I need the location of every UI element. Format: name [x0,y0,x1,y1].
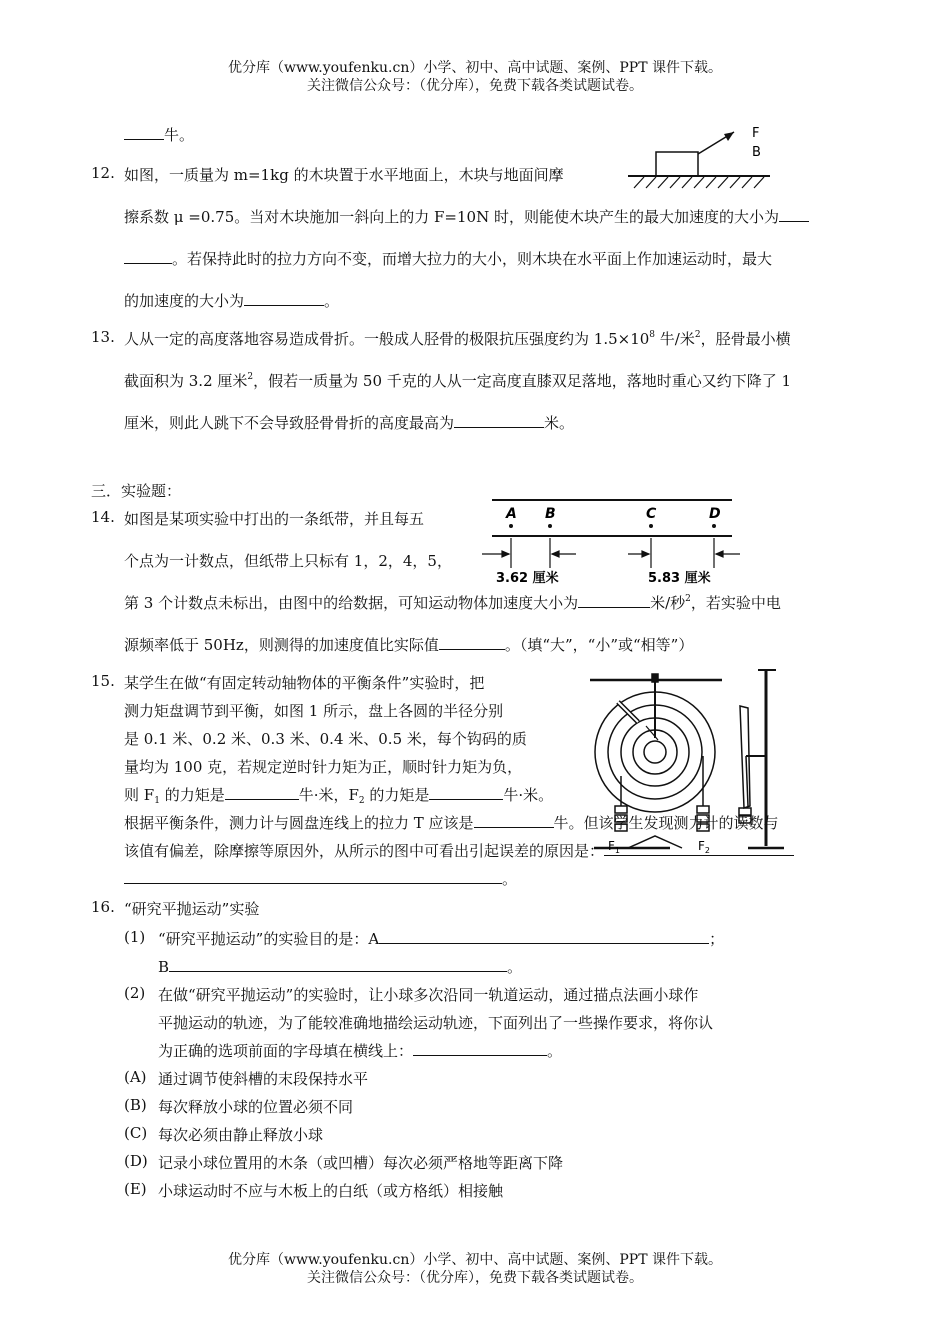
option-b-label: (B) [124,1096,147,1114]
q13-line2-end: ，假若一质量为 50 千克的人从一定高度直膝双足落地，落地时重心又约下降了 1 [253,372,792,390]
tape-label-c: C [646,506,657,522]
wood-block [656,152,698,176]
q14-figure-paper-tape [478,496,748,588]
q15-line8-end: 。 [502,870,518,888]
q12-line1: 如图，一质量为 m=1kg 的木块置于水平地面上，木块与地面间摩 [124,166,564,184]
q16-p1-b-end: 。 [507,958,523,976]
q12-line4 [124,290,339,311]
q14-line3 [124,592,781,613]
q12-line3-text: 。若保持此时的拉力方向不变，而增大拉力的大小，则木块在水平面上作加速运动时，最大 [172,250,773,268]
option-d-label: (D) [124,1152,148,1170]
ground-hatch [634,177,764,188]
q13-line1 [124,328,791,349]
option-b-text: 每次释放小球的位置必须不同 [158,1098,354,1116]
tape-distance-cd: 5.83 厘米 [648,571,711,586]
option-d-text: 记录小球位置用的木条（或凹槽）每次必须严格地等距离下降 [158,1154,564,1172]
q14-number: 14. [91,508,115,526]
option-a-label: (A) [124,1068,147,1086]
q13-line3-end: 米。 [544,414,575,432]
q15-line2: 测力矩盘调节到平衡，如图 1 所示，盘上各圆的半径分别 [124,702,504,720]
q16-p1-line1 [158,928,724,949]
q15-line5-c: 牛·米，F [298,786,359,804]
q14-blank2[interactable] [439,635,505,650]
page-footer-line1: 优分库（www.youfenku.cn）小学、初中、高中试题、案例、PPT 课件下载。 [227,1252,722,1268]
q16-p2-line1: 在做“研究平抛运动”的实验时，让小球多次沿同一轨道运动，通过描点法画小球作 [158,986,699,1004]
q16-p1-end: ； [709,930,725,948]
q15-blank1[interactable] [225,785,299,800]
q15-line8 [124,868,517,889]
tape-dot-b [548,524,552,528]
q12-line2-text: 擦系数 μ =0.75。当对木块施加一斜向上的力 F=10N 时，则能使木块产生的最大加速度的大小为 [124,208,779,226]
q14-line3-text: 第 3 个计数点未标出，由图中的给数据，可知运动物体加速度大小为 [124,594,579,612]
q16-p1-b-label: B [158,958,170,976]
option-e-text: 小球运动时不应与木板上的白纸（或方格纸）相接触 [158,1182,504,1200]
q11-tail: 牛。 [164,126,195,144]
q13-line1-end: ，胫骨最小横 [700,330,791,348]
q15-blank2[interactable] [429,785,503,800]
disc-circle-r1 [644,741,666,763]
q14-blank1[interactable] [578,593,650,608]
q15-line5-e: 牛·米。 [503,786,554,804]
q15-line7-text: 该值有偏差，除摩擦等原因外，从所示的图中可看出引起误差的原因是： [124,842,605,860]
tape-dot-a [509,524,513,528]
q16-p1-text: “研究平抛运动”的实验目的是：A [158,930,380,948]
option-e-label: (E) [124,1180,147,1198]
q15-line1: 某学生在做“有固定转动轴物体的平衡条件”实验时，把 [124,674,485,692]
q15-line7 [124,840,794,861]
q16-p2-line2: 平抛运动的轨迹，为了能较准确地描绘运动轨迹，下面列出了一些操作要求，将你认 [158,1014,714,1032]
q13-exp8: 8 [649,330,656,340]
option-a-text: 通过调节使斜槽的末段保持水平 [158,1070,369,1088]
option-c-label: (C) [124,1124,148,1142]
q15-line5-b: 的力矩是 [159,786,225,804]
q12-figure-block-on-ground [620,122,780,192]
q16-p2-line3-end: 。 [547,1042,563,1060]
q13-line3 [124,412,574,433]
q16-title: “研究平抛运动”实验 [124,900,260,918]
q14-line4-text: 源频率低于 50Hz，则测得的加速度值比实际值 [124,636,439,654]
q15-number: 15. [91,672,115,690]
section-3-title: 三．实验题： [91,482,182,500]
label-f2: $F_2$ [698,839,710,855]
q11-blank[interactable] [124,125,164,140]
q15-line4: 量均为 100 克，若规定逆时针力矩为正，顺时针力矩为负， [124,758,523,776]
q14-line4-end: 。（填“大”，“小”或“相等”） [504,636,694,654]
q15-line5-text: 则 F [124,786,155,804]
q12-blank2[interactable] [244,291,324,306]
q14-line1: 如图是某项实验中打出的一条纸带，并且每五 [124,510,425,528]
q16-p1-number: (1) [124,928,146,946]
q15-blank4-part2[interactable] [124,869,502,884]
q16-p2-number: (2) [124,984,146,1002]
page-header-line1: 优分库（www.youfenku.cn）小学、初中、高中试题、案例、PPT 课件下载。 [227,60,722,76]
tape-distance-ab: 3.62 厘米 [496,571,559,586]
q14-line4 [124,634,693,655]
q16-blank-a[interactable] [379,929,709,944]
q14-exp: 2 [685,594,691,604]
q13-line2-exp: 2 [247,372,254,382]
q15-f1-sub: 1 [154,796,160,806]
tape-dimension-ab [482,538,576,568]
option-c-text: 每次必须由静止释放小球 [158,1126,324,1144]
q15-line6-text: 根据平衡条件，测力计与圆盘连线上的拉力 T 应该是 [124,814,474,832]
q15-f2-sub: 2 [358,796,365,806]
q12-number: 12. [91,164,115,182]
q15-blank4-part1[interactable] [604,841,794,856]
q13-line2 [124,370,791,391]
q15-line5 [124,784,553,805]
q15-blank3[interactable] [474,813,554,828]
q15-line5-d: 的力矩是 [364,786,430,804]
q12-line3 [124,248,772,269]
q13-line1-unit: 牛/米 [655,330,695,348]
q12-blank1-part1[interactable] [779,207,809,222]
q12-line2 [124,206,809,227]
q12-line4-text: 的加速度的大小为 [124,292,245,310]
q16-number: 16. [91,898,115,916]
page-header-line2: 关注微信公众号：（优分库），免费下载各类试题试卷。 [307,78,643,94]
q16-blank-b[interactable] [169,957,507,972]
label-f: F [752,126,760,141]
q12-blank1-part2[interactable] [124,249,172,264]
q14-line2: 个点为一计数点，但纸带上只标有 1，2，4，5， [124,552,452,570]
q14-line3-unit: 米/秒 [650,594,686,612]
q16-p1-line2 [158,956,522,977]
tape-dimension-cd [628,538,740,568]
q13-exp2: 2 [694,330,701,340]
q13-number: 13. [91,328,115,346]
q15-line6 [124,812,779,833]
q16-p2-line3 [158,1040,562,1061]
q15-line6-end: 牛。但该学生发现测力计的读数与 [553,814,779,832]
q16-p2-line3-text: 为正确的选项前面的字母填在横线上： [158,1042,414,1060]
q13-blank[interactable] [454,413,544,428]
tape-label-a: A [506,506,517,522]
q13-line1-text: 人从一定的高度落地容易造成骨折。一般成人胫骨的极限抗压强度约为 1.5×10 [124,330,650,348]
label-b: B [752,145,761,160]
q16-blank-options[interactable] [413,1041,547,1056]
q15-line3: 是 0.1 米、0.2 米、0.3 米、0.4 米、0.5 米，每个钩码的质 [124,730,527,748]
tape-dot-c [649,524,653,528]
tape-label-d: D [709,506,721,522]
q12-line4-end: 。 [324,292,340,310]
label-f1: $F_1$ [608,839,620,855]
tape-dot-d [712,524,716,528]
q13-line2-text: 截面积为 3.2 厘米 [124,372,248,390]
q13-line3-text: 厘米，则此人跳下不会导致胫骨骨折的高度最高为 [124,414,455,432]
q14-line3-end: ，若实验中电 [690,594,781,612]
page-footer-line2: 关注微信公众号：（优分库），免费下载各类试题试卷。 [307,1270,643,1286]
tape-label-b: B [545,506,556,522]
q11-answer-line [124,124,194,145]
